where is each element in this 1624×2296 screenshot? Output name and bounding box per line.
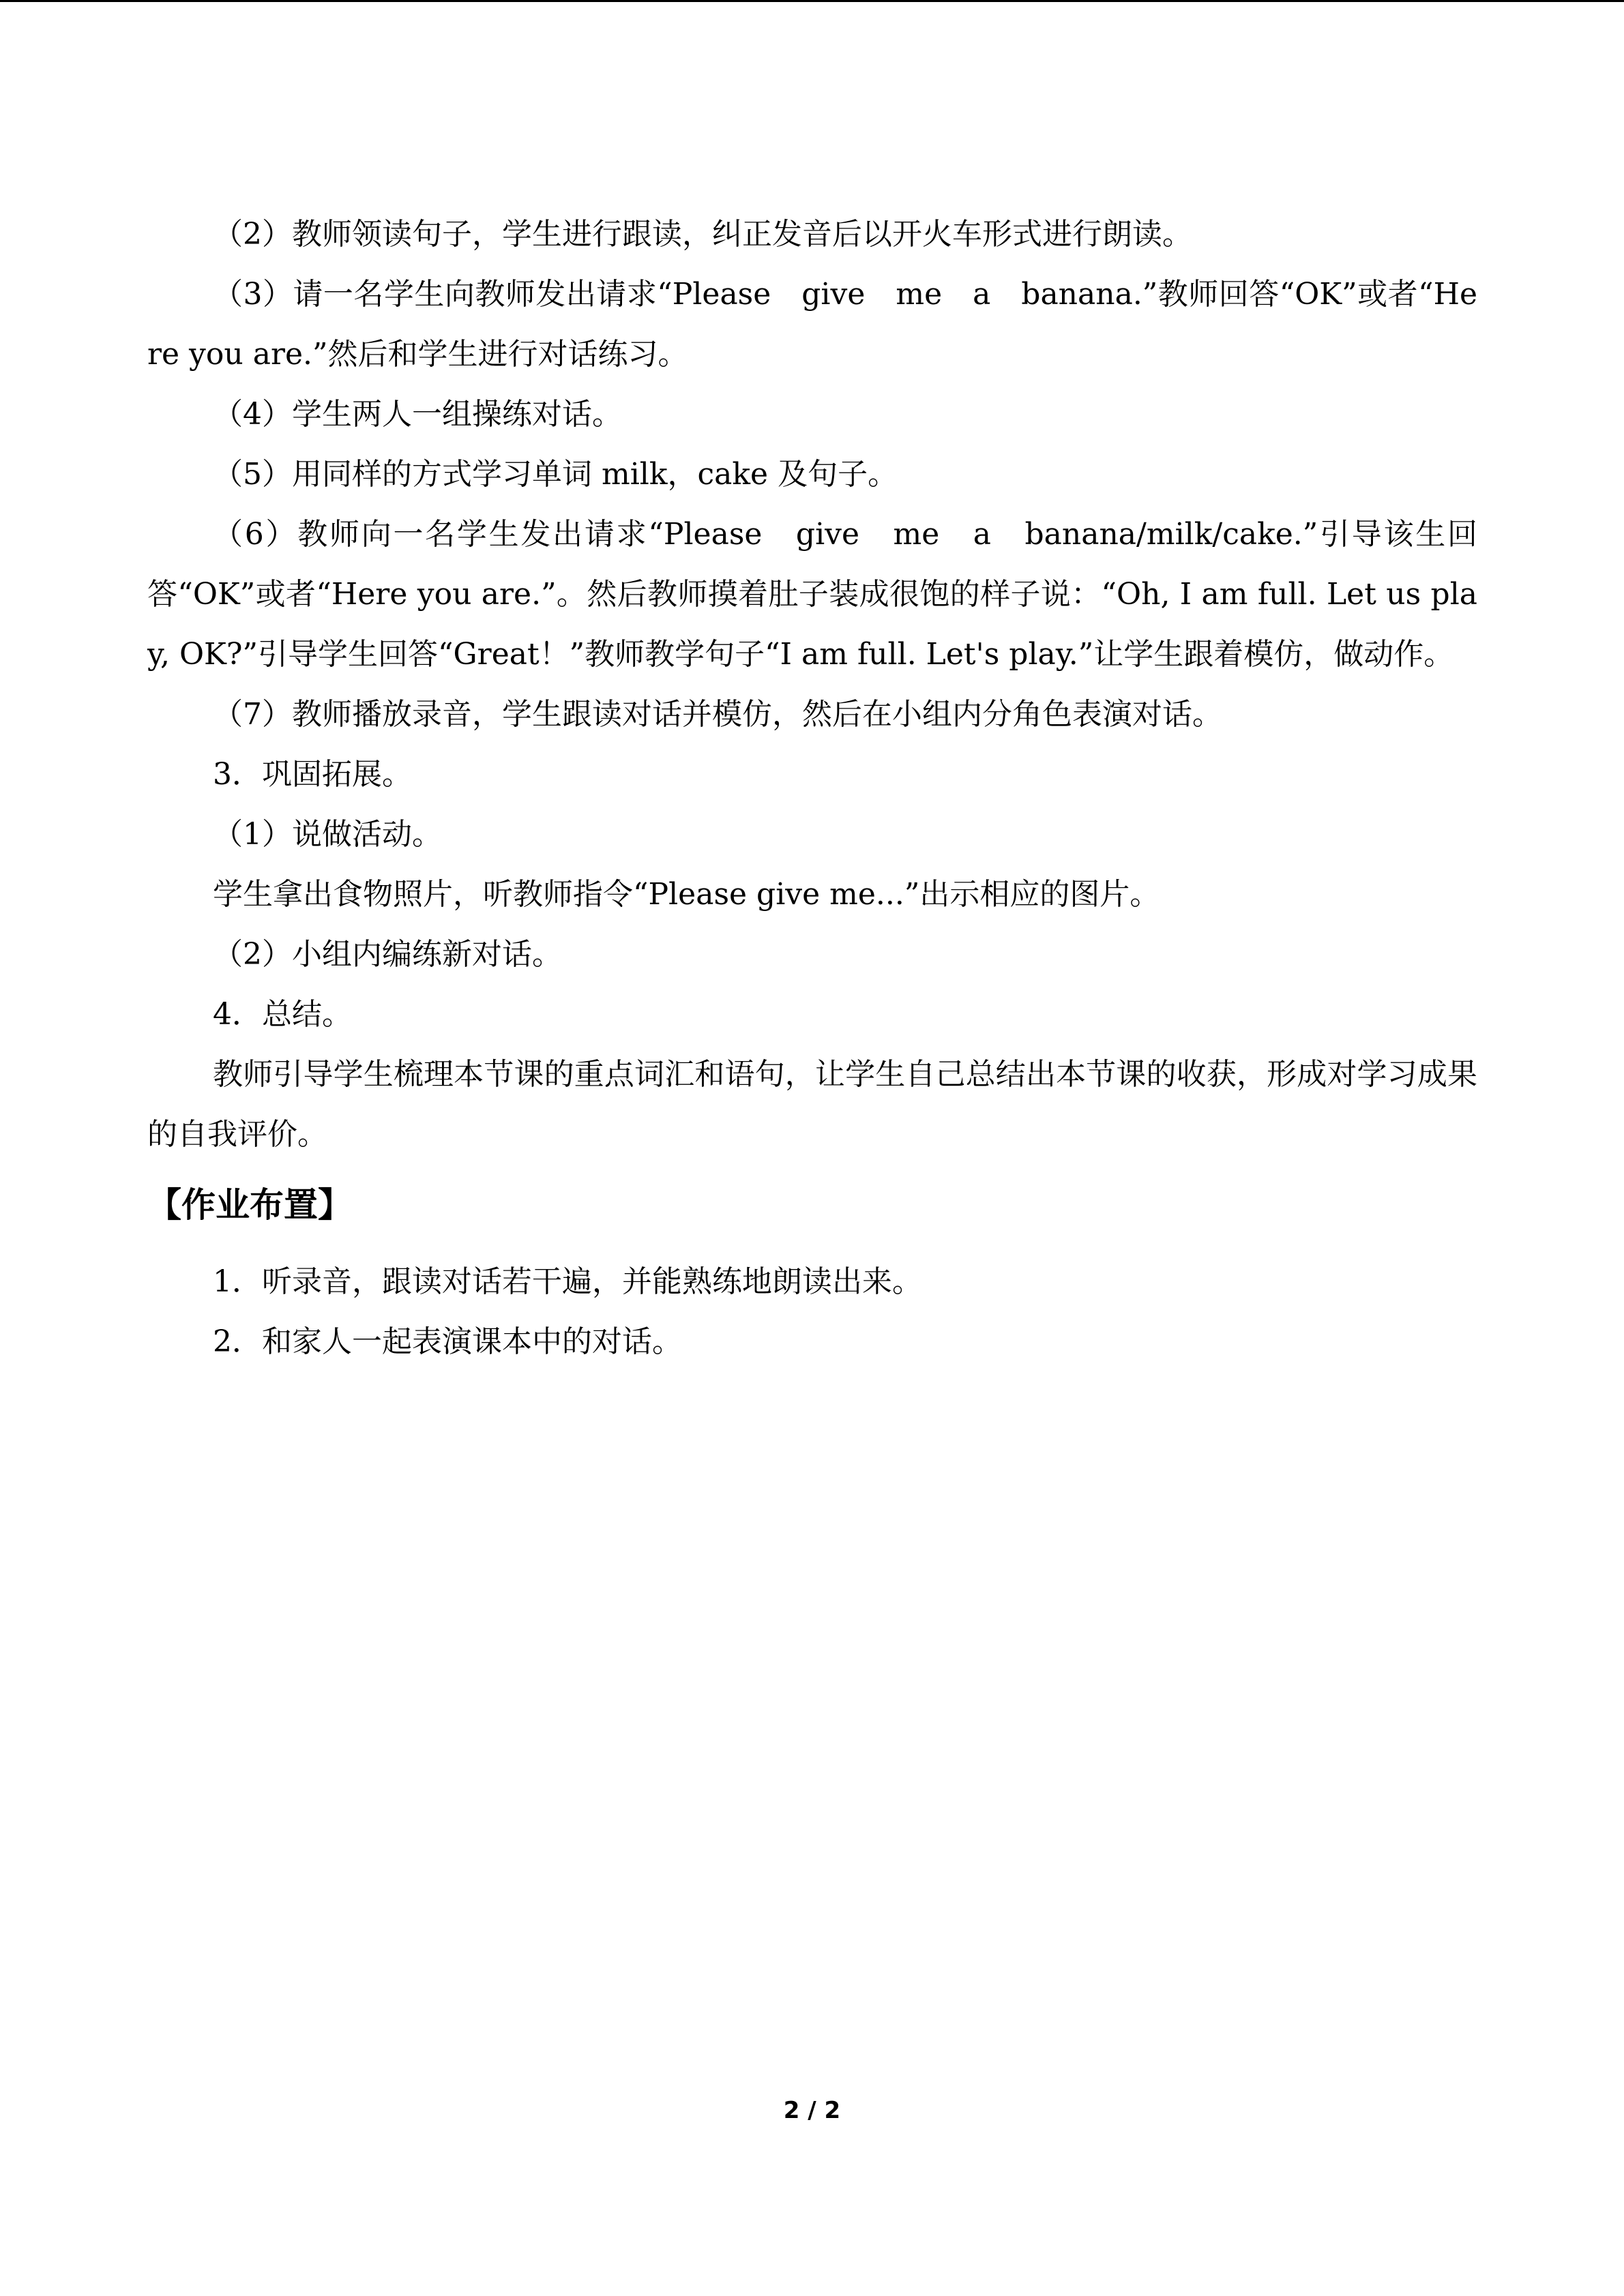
paragraph-step-5: （5）用同样的方式学习单词 milk，cake 及句子。 (213, 457, 898, 492)
top-border-line (0, 0, 1624, 2)
section-consolidation: 3．巩固拓展。 (213, 757, 412, 792)
paragraph-step-6: （6）教师向一名学生发出请求“Please give me a banana/milk/cake.”引导该生回答“OK”或者“Here you are.”。然后教师摸着肚子装成很饱的样子说：“Oh, I am full. Let us play, OK?”引导学生回答“Great！”教师教学句子“I am full. Let's play.”让学生跟着模仿，做动作。 (147, 517, 1477, 672)
paragraph-step-2: （2）教师领读句子，学生进行跟读，纠正发音后以开火车形式进行朗读。 (213, 217, 1192, 252)
page-number: 2 / 2 (783, 2097, 841, 2124)
section-summary: 4．总结。 (213, 997, 352, 1032)
homework-item-2: 2．和家人一起表演课本中的对话。 (213, 1324, 682, 1359)
document-body (147, 205, 1477, 1372)
paragraph-step-3: （3）请一名学生向教师发出请求“Please give me a banana.”教师回答“OK”或者“Here you are.”然后和学生进行对话练习。 (147, 277, 1477, 372)
homework-item-1: 1．听录音，跟读对话若干遍，并能熟练地朗读出来。 (213, 1264, 922, 1299)
paragraph-activity-2: （2）小组内编练新对话。 (213, 937, 562, 972)
paragraph-activity-1: （1）说做活动。 (213, 817, 442, 852)
paragraph-step-4: （4）学生两人一组操练对话。 (213, 397, 622, 432)
paragraph-summary-detail: 教师引导学生梳理本节课的重点词汇和语句，让学生自己总结出本节课的收获，形成对学习成果的自我评价。 (147, 1057, 1477, 1152)
homework-heading: 【作业布置】 (147, 1185, 352, 1225)
paragraph-step-7: （7）教师播放录音，学生跟读对话并模仿，然后在小组内分角色表演对话。 (213, 697, 1222, 732)
paragraph-activity-1-detail: 学生拿出食物照片，听教师指令“Please give me...”出示相应的图片。 (213, 877, 1160, 912)
